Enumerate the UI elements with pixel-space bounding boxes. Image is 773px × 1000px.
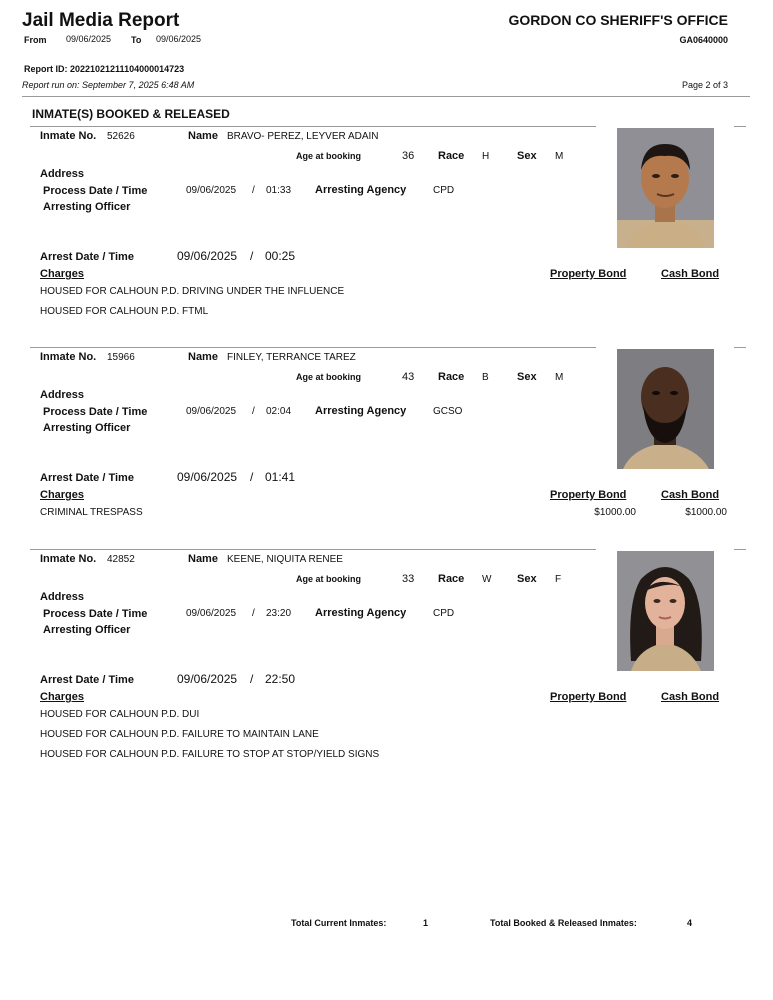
total-booked-value: 4 [687, 918, 693, 928]
address-label: Address [40, 591, 85, 603]
booking-photo [617, 128, 714, 248]
inmate-race: H [482, 151, 490, 162]
arrest-slash: / [250, 470, 254, 484]
arresting-agency-label: Arresting Agency [315, 184, 407, 196]
cash-bond-value: $1000.00 [685, 507, 727, 518]
inmate-sex: F [555, 574, 562, 585]
officer-label: Arresting Officer [43, 201, 131, 213]
to-label: To [131, 35, 142, 45]
inmate-record [0, 347, 773, 567]
officer-label: Arresting Officer [43, 422, 131, 434]
cash-bond-label: Cash Bond [661, 489, 720, 501]
officer-label: Arresting Officer [43, 624, 131, 636]
section-title: INMATE(S) BOOKED & RELEASED [32, 107, 230, 121]
agency-name: GORDON CO SHERIFF'S OFFICE [508, 12, 728, 28]
record-divider-right [734, 549, 746, 550]
charge-item: HOUSED FOR CALHOUN P.D. FAILURE TO MAINTAIN LANE [40, 729, 319, 740]
cash-bond-label: Cash Bond [661, 691, 720, 703]
inmate-race: B [482, 372, 489, 383]
race-label: Race [438, 150, 465, 162]
arrest-label: Arrest Date / Time [40, 251, 134, 263]
process-date: 09/06/2025 [186, 185, 237, 196]
booking-photo [617, 551, 714, 671]
arrest-time: 00:25 [265, 249, 296, 263]
arresting-agency-label: Arresting Agency [315, 405, 407, 417]
to-date: 09/06/2025 [156, 34, 202, 44]
property-bond-label: Property Bond [550, 489, 627, 501]
charges-label: Charges [40, 268, 85, 280]
report-run-on: Report run on: September 7, 2025 6:48 AM [22, 80, 195, 90]
property-bond-label: Property Bond [550, 268, 627, 280]
name-label: Name [188, 553, 218, 565]
process-slash: / [252, 608, 255, 619]
arresting-agency: GCSO [433, 406, 463, 417]
inmate-record [0, 549, 773, 769]
inmate-no-label: Inmate No. [40, 351, 97, 363]
inmate-race: W [482, 574, 492, 585]
total-current-value: 1 [423, 918, 429, 928]
property-bond-label: Property Bond [550, 691, 627, 703]
arrest-date: 09/06/2025 [177, 249, 238, 263]
inmate-no: 52626 [107, 131, 135, 142]
sex-label: Sex [517, 150, 537, 162]
record-divider-right [734, 126, 746, 127]
charge-item: HOUSED FOR CALHOUN P.D. DRIVING UNDER THE INFLUENCE [40, 286, 345, 297]
sex-label: Sex [517, 371, 537, 383]
arresting-agency-label: Arresting Agency [315, 607, 407, 619]
inmate-no-label: Inmate No. [40, 130, 97, 142]
from-date: 09/06/2025 [66, 34, 112, 44]
record-divider-right [734, 347, 746, 348]
race-label: Race [438, 573, 465, 585]
process-label: Process Date / Time [43, 608, 148, 620]
inmate-name: BRAVO- PEREZ, LEYVER ADAIN [227, 131, 379, 142]
charge-item: HOUSED FOR CALHOUN P.D. DUI [40, 709, 200, 720]
arrest-date: 09/06/2025 [177, 672, 238, 686]
inmate-sex: M [555, 372, 564, 383]
inmate-name: FINLEY, TERRANCE TAREZ [227, 352, 356, 363]
process-label: Process Date / Time [43, 185, 148, 197]
record-divider [30, 126, 596, 127]
booking-photo [617, 349, 714, 469]
process-date: 09/06/2025 [186, 406, 237, 417]
age-label: Age at booking [296, 151, 361, 161]
total-current-label: Total Current Inmates: [291, 918, 387, 928]
process-slash: / [252, 185, 255, 196]
header-divider [22, 96, 750, 97]
arrest-label: Arrest Date / Time [40, 472, 134, 484]
inmate-age: 33 [402, 573, 415, 585]
record-divider [30, 549, 596, 550]
arrest-date: 09/06/2025 [177, 470, 238, 484]
property-bond-value: $1000.00 [594, 507, 636, 518]
address-label: Address [40, 389, 85, 401]
report-title: Jail Media Report [22, 10, 180, 31]
inmate-sex: M [555, 151, 564, 162]
arrest-label: Arrest Date / Time [40, 674, 134, 686]
cash-bond-label: Cash Bond [661, 268, 720, 280]
age-label: Age at booking [296, 574, 361, 584]
name-label: Name [188, 351, 218, 363]
charges-label: Charges [40, 691, 85, 703]
report-id: Report ID: 20221021211104000014723 [24, 64, 185, 74]
process-time: 23:20 [266, 608, 292, 619]
agency-code: GA0640000 [679, 35, 728, 45]
age-label: Age at booking [296, 372, 361, 382]
arresting-agency: CPD [433, 185, 455, 196]
page-number: Page 2 of 3 [681, 80, 728, 90]
arrest-time: 22:50 [265, 672, 296, 686]
arresting-agency: CPD [433, 608, 455, 619]
inmate-no-label: Inmate No. [40, 553, 97, 565]
from-label: From [24, 35, 47, 45]
name-label: Name [188, 130, 218, 142]
record-divider [30, 347, 596, 348]
charge-item: CRIMINAL TRESPASS [40, 507, 143, 518]
inmate-record [0, 126, 773, 346]
process-time: 02:04 [266, 406, 292, 417]
race-label: Race [438, 371, 465, 383]
arrest-time: 01:41 [265, 470, 296, 484]
process-time: 01:33 [266, 185, 292, 196]
sex-label: Sex [517, 573, 537, 585]
charge-item: HOUSED FOR CALHOUN P.D. FTML [40, 306, 209, 317]
process-label: Process Date / Time [43, 406, 148, 418]
process-slash: / [252, 406, 255, 417]
inmate-age: 36 [402, 150, 415, 162]
total-booked-label: Total Booked & Released Inmates: [490, 918, 637, 928]
inmate-name: KEENE, NIQUITA RENEE [227, 554, 343, 565]
inmate-no: 15966 [107, 352, 135, 363]
address-label: Address [40, 168, 85, 180]
inmate-no: 42852 [107, 554, 135, 565]
process-date: 09/06/2025 [186, 608, 237, 619]
arrest-slash: / [250, 249, 254, 263]
inmate-age: 43 [402, 371, 415, 383]
arrest-slash: / [250, 672, 254, 686]
charge-item: HOUSED FOR CALHOUN P.D. FAILURE TO STOP AT STOP/YIELD SIGNS [40, 749, 380, 760]
charges-label: Charges [40, 489, 85, 501]
